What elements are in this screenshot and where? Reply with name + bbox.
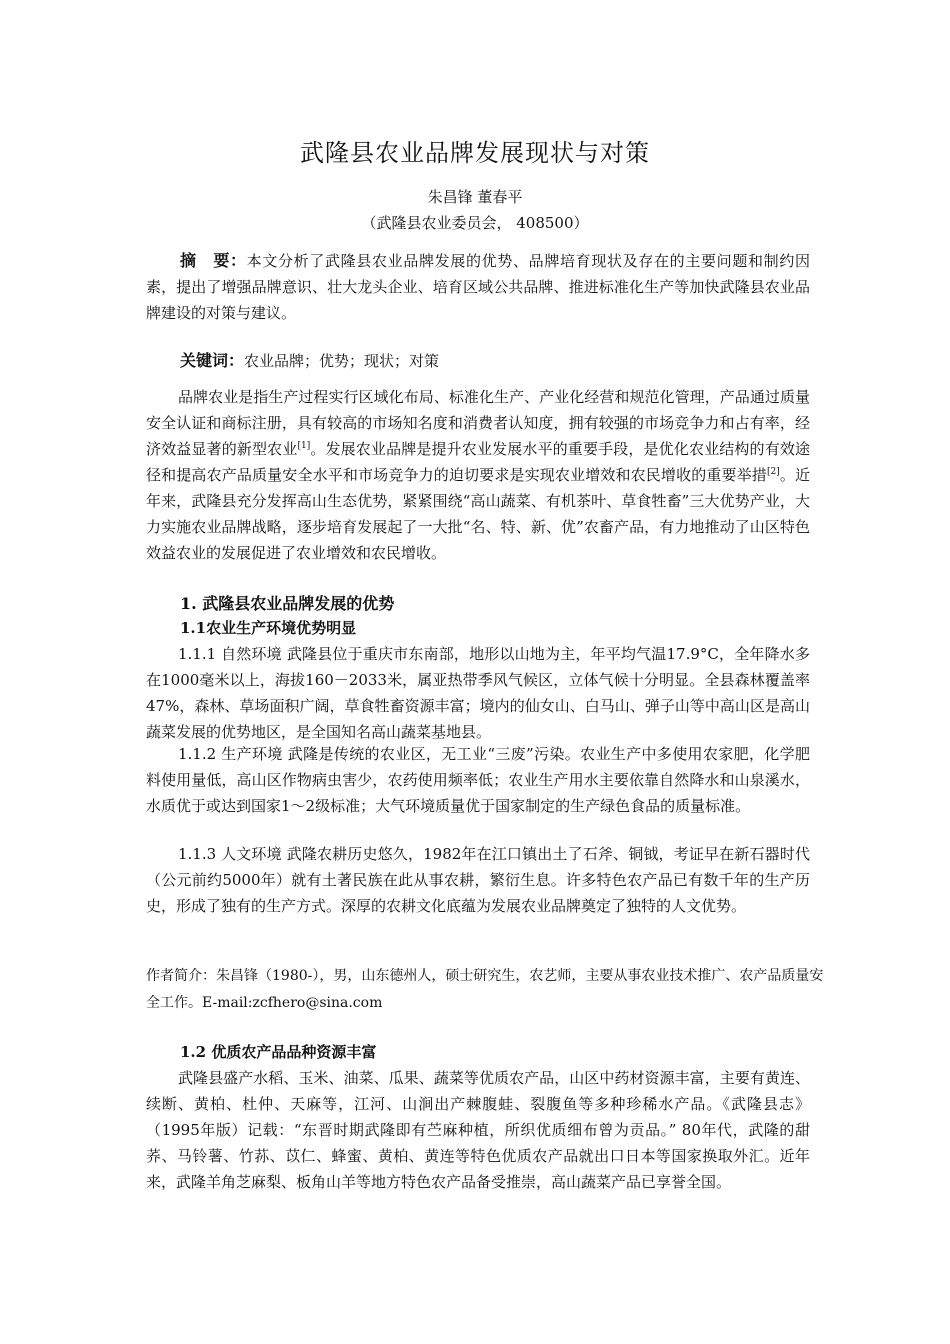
intro-paragraph xyxy=(146,384,810,566)
intro-text-3: 。近年来，武隆县充分发挥高山生态优势，紧紧围绕“高山蔬菜、有机茶叶、草食牲畜”三大优势产业，大力实施农业品牌战略，逐步培育发展起了一大批“名、特、新、优”农畜产品，有力地推动了山区特色效益农业的发展促进了农业增效和农民增收。 xyxy=(146,466,810,562)
keywords-text: 农业品牌；优势；现状；对策 xyxy=(244,352,440,370)
abstract-text: 本文分析了武隆县农业品牌发展的优势、品牌培育现状及存在的主要问题和制约因素，提出了增强品牌意识、壮大龙头企业、培育区域公共品牌、推进标准化生产等加快武隆县农业品牌建设的对策与建议。 xyxy=(146,252,810,322)
citation-1: [1] xyxy=(297,441,311,451)
citation-2: [2] xyxy=(766,467,780,477)
paragraph-1-2: 武隆县盛产水稻、玉米、油菜、瓜果、蔬菜等优质农产品，山区中药材资源丰富，主要有黄连、续断、黄柏、杜仲、天麻等，江河、山涧出产棘腹蛙、裂腹鱼等多种珍稀水产品。《武隆县志》（1995年版）记载：“东晋时期武隆即有苎麻种植，所织优质细布曾为贡品。” 80年代，武隆的甜荞、马铃薯、竹荪、苡仁、蜂蜜、黄柏、黄连等特色优质农产品就出口日本等国家换取外汇。近年来，武隆羊角芝麻梨、板角山羊等地方特色农产品备受推崇，高山蔬菜产品已享誉全国。 xyxy=(146,1069,810,1191)
affiliation: （武隆县农业委员会， 408500） xyxy=(361,214,589,232)
paragraph-1-1-1: 1.1.1 自然环境 武隆县位于重庆市东南部，地形以山地为主，年平均气温17.9°C，全年降水多在1000毫米以上，海拔160－2033米，属亚热带季风气候区，立体气候十分明显。全县森林覆盖率47%，森林、草场面积广阔，草食牲畜资源丰富；境内的仙女山、白马山、弹子山等中高山区是高山蔬菜发展的优势地区，是全国知名高山蔬菜基地县。 xyxy=(146,645,810,741)
section-1-1-heading: 1.1农业生产环境优势明显 xyxy=(180,619,357,637)
author-footnote: 作者简介：朱昌锋（1980-），男，山东德州人，硕士研究生，农艺师，主要从事农业技术推广、农产品质量安全工作。E-mail:zcfhero@sina.com xyxy=(146,968,824,1011)
document-title: 武隆县农业品牌发展现状与对策 xyxy=(300,139,650,167)
paragraph-1-1-2: 1.1.2 生产环境 武隆是传统的农业区，无工业“三废”污染。农业生产中多使用农家肥，化学肥料使用量低，高山区作物病虫害少，农药使用频率低；农业生产用水主要依靠自然降水和山泉溪水，水质优于或达到国家1～2级标准；大气环境质量优于国家制定的生产绿色食品的质量标准。 xyxy=(146,745,810,815)
abstract-label: 摘 要： xyxy=(180,251,247,270)
section-1-2-heading: 1.2 优质农产品品种资源丰富 xyxy=(180,1043,377,1061)
keywords xyxy=(146,348,810,374)
intro-text-1: 品牌农业是指生产过程实行区域化布局、标准化生产、产业化经营和规范化管理，产品通过质量安全认证和商标注册，具有较高的市场知名度和消费者认知度，拥有较强的市场竞争力和占有率，经济效益显著的新型农业 xyxy=(146,388,810,458)
paragraph-1-1-3: 1.1.3 人文环境 武隆农耕历史悠久，1982年在江口镇出土了石斧、铜钺，考证早在新石器时代（公元前约5000年）就有土著民族在此从事农耕，繁衍生息。许多特色农产品已有数千年的生产历史，形成了独有的生产方式。深厚的农耕文化底蕴为发展农业品牌奠定了独特的人文优势。 xyxy=(146,845,810,915)
intro-text-2: 。发展农业品牌是提升农业发展水平的重要手段，是优化农业结构的有效途径和提高农产品质量安全水平和市场竞争力的迫切要求是实现农业增效和农民增收的重要举措 xyxy=(146,440,810,484)
keywords-label: 关键词： xyxy=(180,351,245,370)
authors: 朱昌锋 董春平 xyxy=(427,188,523,206)
abstract xyxy=(146,248,810,326)
section-1-heading: 1. 武隆县农业品牌发展的优势 xyxy=(180,594,395,613)
